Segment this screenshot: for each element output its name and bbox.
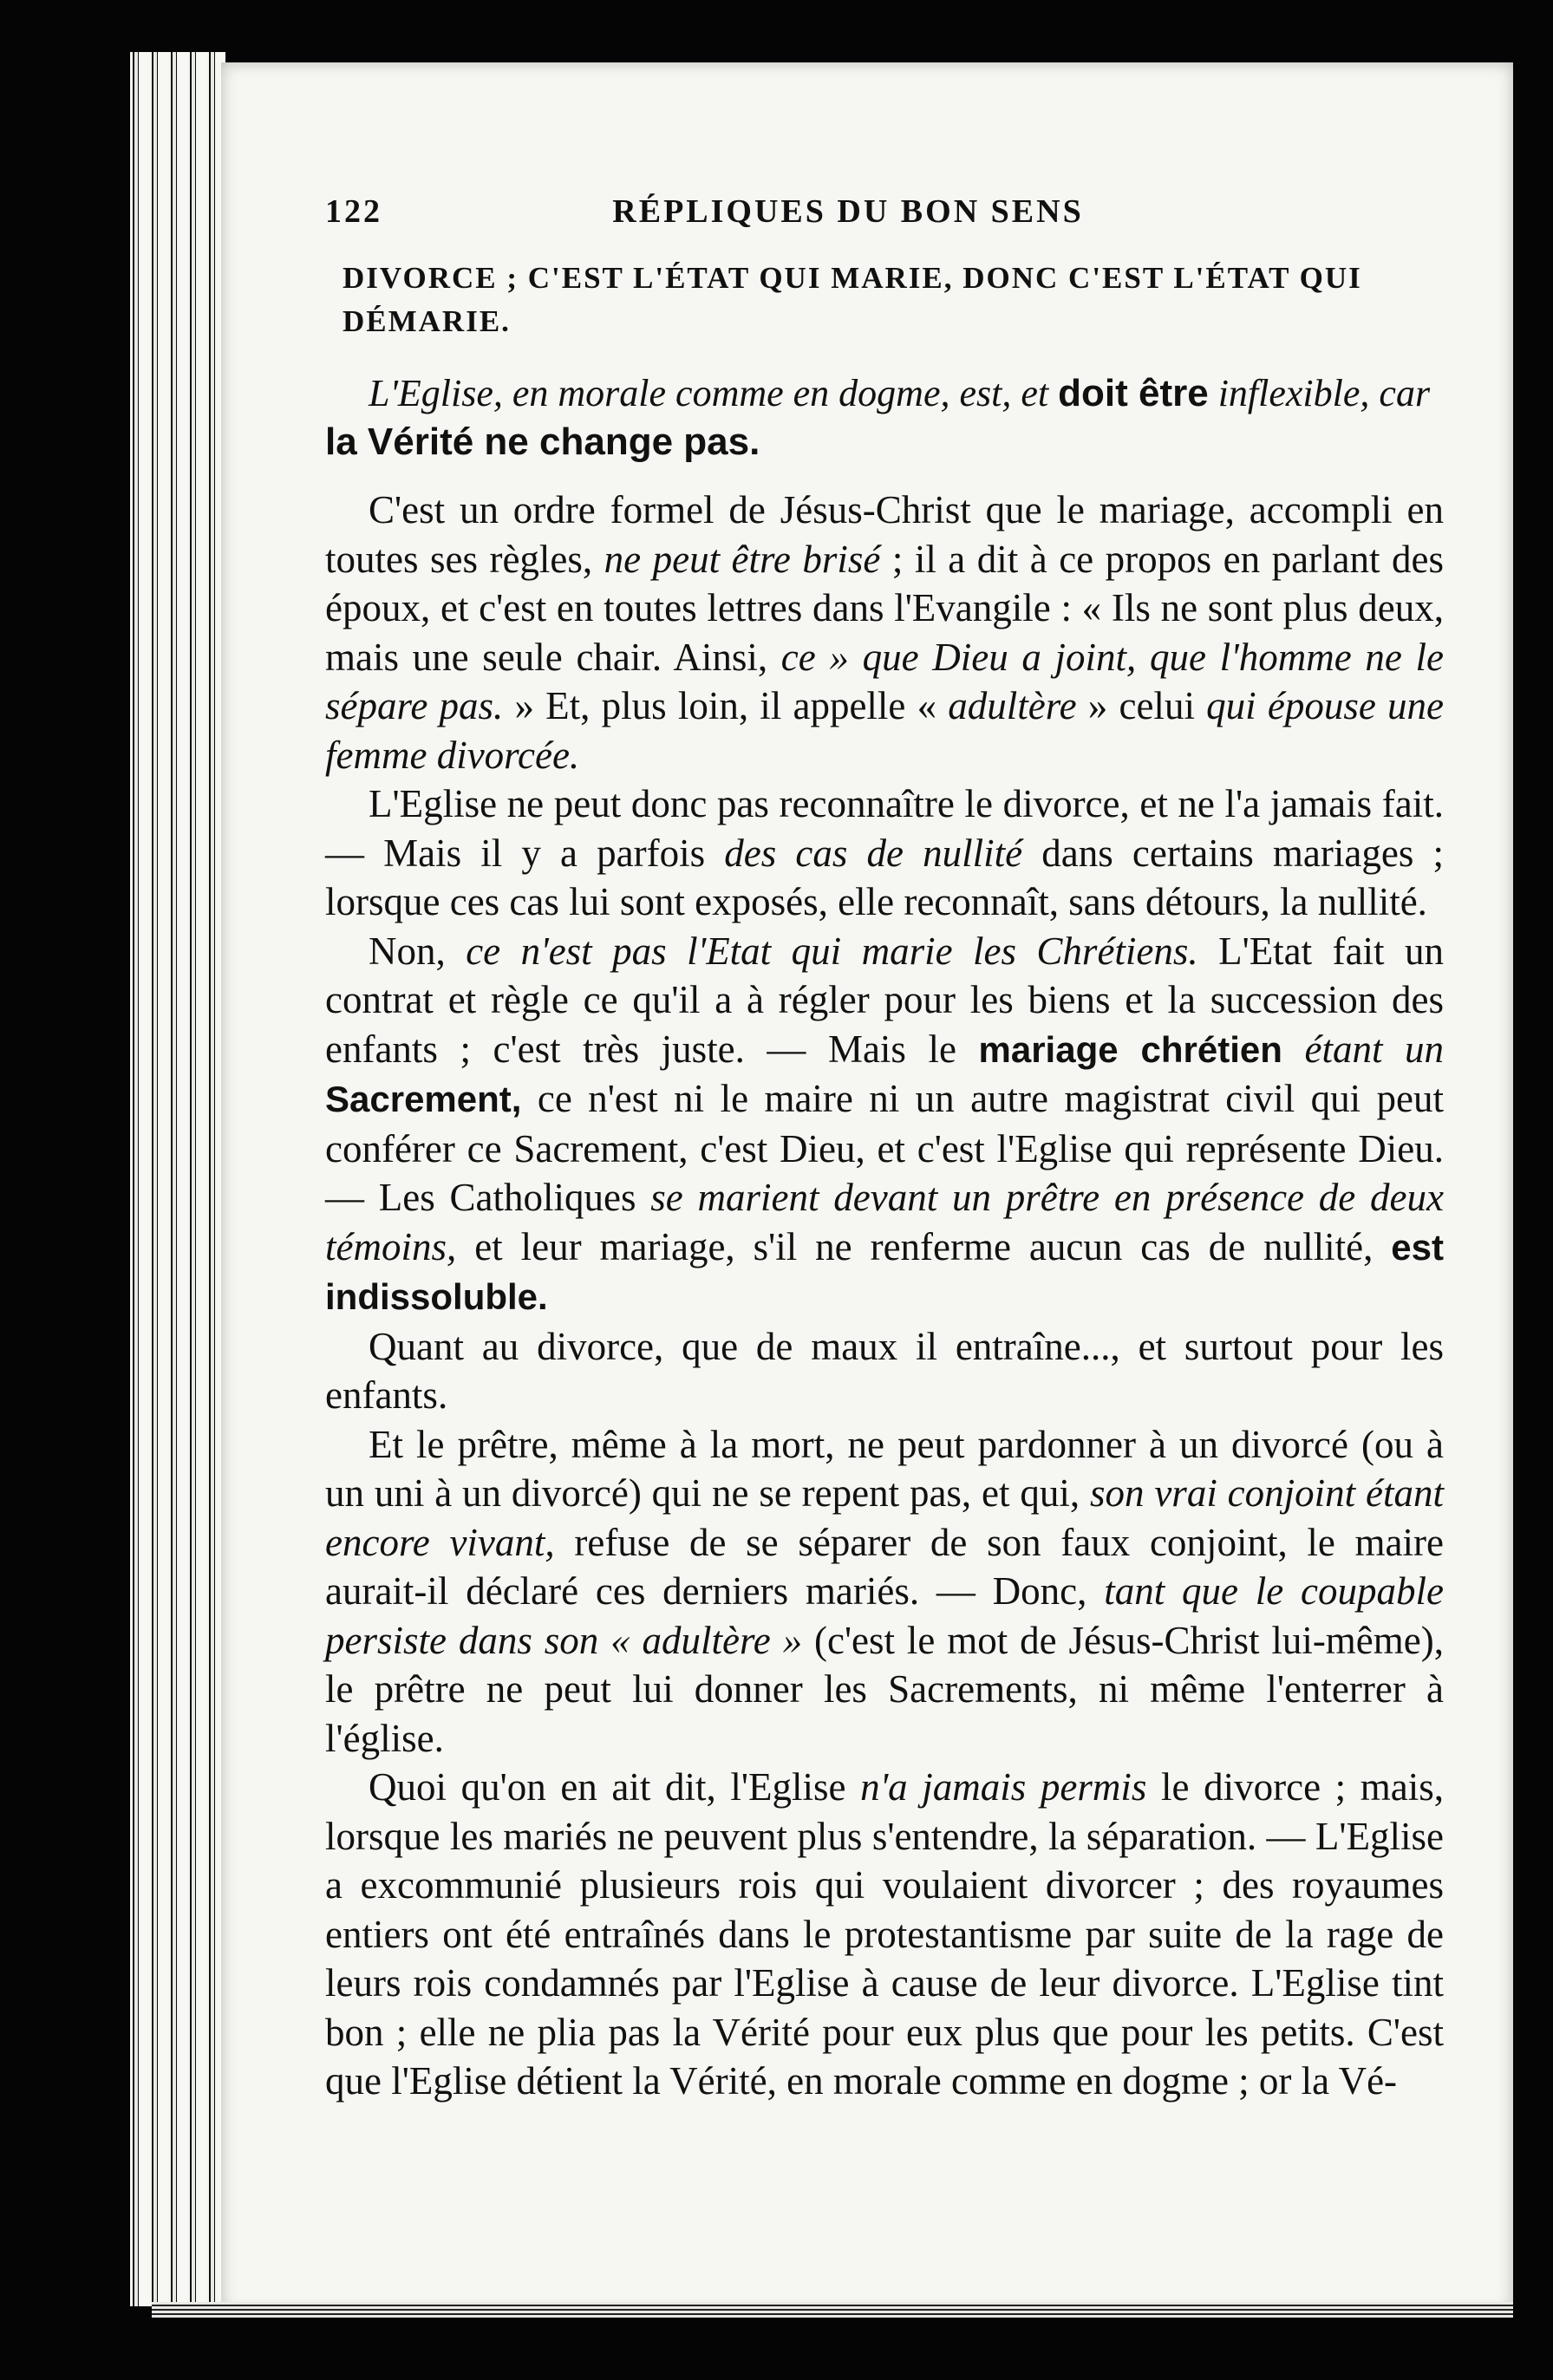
- bold-run: mariage chrétien: [978, 1028, 1282, 1070]
- italic-run: se marient devant un prêtre en présence de deux témoins,: [325, 1176, 1444, 1268]
- page-text: [325, 192, 1444, 2106]
- italic-run: ce » que Dieu a joint, que l'homme ne le sépare pas.: [325, 635, 1444, 727]
- text-run: » celui: [1076, 684, 1207, 727]
- italic-run: n'a jamais permis: [860, 1765, 1147, 1809]
- body-paragraph: [325, 779, 1444, 927]
- text-run: Et le prêtre, même à la mort, ne peut pardonner à un divorcé (ou à un uni à un divorcé) qui ne se repent pas, et qui,: [325, 1422, 1444, 1515]
- italic-run: des cas de nullité: [724, 831, 1023, 875]
- italic-run: adultère: [948, 684, 1077, 727]
- body-paragraph: [325, 486, 1444, 779]
- bold-run: est indissoluble.: [325, 1226, 1444, 1317]
- body-paragraph: [325, 927, 1444, 1322]
- body-paragraph: [325, 1420, 1444, 1764]
- bold-run: Sacrement,: [325, 1079, 522, 1119]
- text-run: [1282, 1027, 1305, 1071]
- text-run: ; il a dit à ce propos en parlant des époux, et c'est en toutes lettres dans l'Evangile : « Ils ne sont plus deux, mais une seule chair. Ainsi,: [325, 537, 1444, 679]
- chapter-summary: DIVORCE ; C'EST L'ÉTAT QUI MARIE, DONC C'EST L'ÉTAT QUI DÉMARIE.: [343, 261, 1362, 338]
- text-run: ce n'est ni le maire ni un autre magistrat civil qui peut conférer ce Sacrement, c'est Dieu, et c'est l'Eglise qui représente Dieu. — Les Catholiques: [325, 1077, 1444, 1219]
- italic-run: tant que le coupable persiste dans son « adultère »: [325, 1569, 1444, 1662]
- text-run: L'Eglise ne peut donc pas reconnaître le divorce, et ne l'a jamais fait. — Mais il y a parfois: [325, 782, 1444, 875]
- thesis-bold-2: la Vérité ne change pas.: [325, 421, 760, 463]
- italic-run: ce n'est pas l'Etat qui marie les Chrétiens.: [466, 929, 1198, 973]
- italic-run: étant un: [1304, 1027, 1444, 1071]
- body-paragraph: [325, 1763, 1444, 2106]
- text-run: L'Etat fait un contrat et règle ce qu'il a à régler pour les biens et la succession des enfants ; c'est très juste. — Mais le: [325, 929, 1444, 1071]
- thesis-bold-1: doit être: [1058, 372, 1209, 414]
- italic-run: qui épouse une femme divorcée.: [325, 684, 1444, 777]
- book-page: [221, 62, 1513, 2312]
- italic-run: ne peut être brisé: [604, 537, 881, 581]
- running-head: [325, 192, 1444, 231]
- text-run: C'est un ordre formel de Jésus-Christ que le mariage, accompli en toutes ses règles,: [325, 488, 1444, 581]
- page-bottom-edge: [152, 2302, 1513, 2318]
- text-run: (c'est le mot de Jésus-Christ lui-même), le prêtre ne peut lui donner les Sacrements, ni même l'enterrer à l'église.: [325, 1618, 1444, 1760]
- thesis-statement: [325, 369, 1444, 466]
- thesis-italic-2: inflexible, car: [1217, 372, 1431, 414]
- running-title: RÉPLIQUES DU BON SENS: [612, 193, 1084, 230]
- thesis-italic-1: L'Eglise, en morale comme en dogme, est, et: [369, 372, 1049, 414]
- italic-run: son vrai conjoint étant encore vivant,: [325, 1471, 1444, 1564]
- text-run: » Et, plus loin, il appelle «: [503, 684, 949, 727]
- text-run: Quoi qu'on en ait dit, l'Eglise: [369, 1765, 861, 1809]
- text-run: Quant au divorce, que de maux il entraîne..., et surtout pour les enfants.: [325, 1324, 1444, 1417]
- body-paragraph: [325, 1322, 1444, 1420]
- text-run: le divorce ; mais, lorsque les mariés ne peuvent plus s'entendre, la séparation. — L'Eglise a excommunié plusieurs rois qui voulaient divorcer ; des royaumes entiers ont été entraînés dans le protestantisme par suite de la rage de leurs rois condamnés par l'Eglise à cause de leur divorce. L'Eglise tint bon ; elle ne plia pas la Vérité pour eux plus que pour les petits. C'est que l'Eglise détient la Vérité, en morale comme en dogme ; or la Vé-: [325, 1765, 1445, 2103]
- text-run: refuse de se séparer de son faux conjoint, le maire aurait-il déclaré ces derniers mariés. — Donc,: [325, 1520, 1444, 1613]
- body-paragraphs: [325, 486, 1444, 2106]
- book-spine-edge: [130, 52, 225, 2306]
- text-run: Non,: [369, 929, 467, 973]
- text-run: dans certains mariages ; lorsque ces cas lui sont exposés, elle reconnaît, sans détours, la nullité.: [325, 831, 1444, 923]
- page-number: 122: [325, 193, 382, 230]
- text-run: et leur mariage, s'il ne renferme aucun cas de nullité,: [456, 1224, 1392, 1268]
